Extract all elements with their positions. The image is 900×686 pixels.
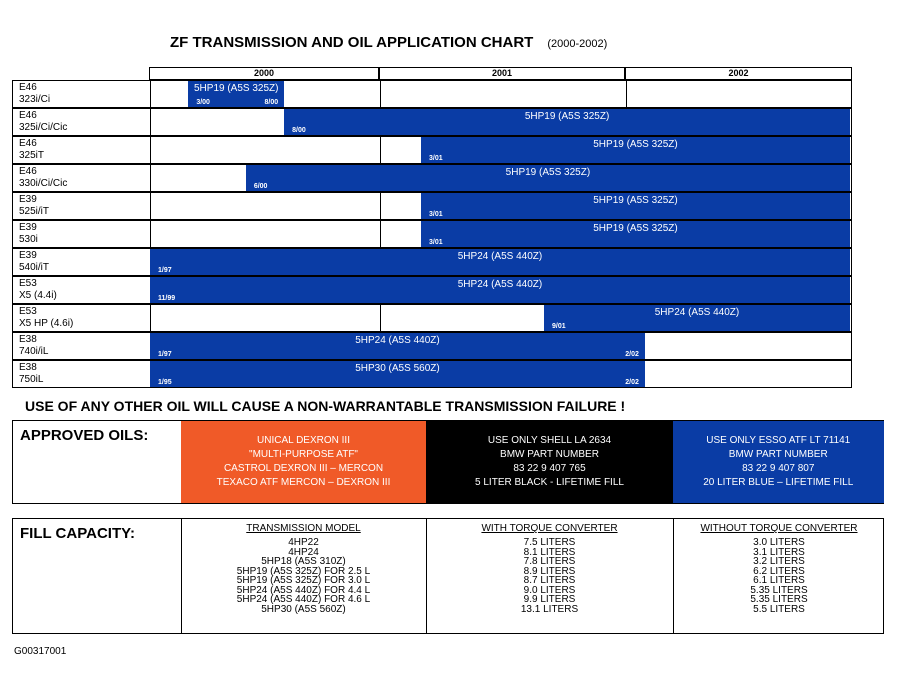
fill-item: 4HP24: [288, 546, 319, 558]
row-label: [19, 278, 57, 302]
fill-item: 9.0 LITERS: [523, 584, 576, 596]
fill-column-header: WITHOUT TORQUE CONVERTER: [700, 523, 858, 534]
fill-item: 8.7 LITERS: [523, 575, 576, 586]
fill-column-header: WITH TORQUE CONVERTER: [481, 523, 618, 534]
fill-item: 9.9 LITERS: [523, 594, 576, 605]
transmission-bar: [421, 137, 850, 163]
chart-row: [12, 108, 852, 136]
start-date: 1/97: [158, 267, 172, 274]
transmission-bar: [150, 277, 850, 303]
oil-line: USE ONLY ESSO ATF LT 71141: [706, 435, 851, 446]
oil-line: "MULTI-PURPOSE ATF": [249, 449, 358, 460]
start-date: 3/00: [196, 99, 210, 106]
oil-line: 83 22 9 407 765: [513, 463, 586, 474]
bar-label: 5HP19 (A5S 325Z): [593, 139, 678, 150]
transmission-bar: [421, 193, 850, 219]
start-date: 1/95: [158, 379, 172, 386]
fill-item: 5HP24 (A5S 440Z) FOR 4.4 L: [236, 584, 371, 596]
fill-column-3: [673, 519, 884, 633]
bar-label: 5HP24 (A5S 440Z): [654, 307, 740, 318]
bar-label: 5HP19 (A5S 325Z): [593, 223, 678, 234]
oil-box-3: [673, 421, 884, 503]
row-variant: 325iT: [19, 150, 45, 161]
row-model: E53: [19, 306, 37, 317]
oil-line: BMW PART NUMBER: [728, 449, 828, 460]
end-date: 2/02: [625, 351, 639, 358]
oil-line: USE ONLY SHELL LA 2634: [487, 435, 612, 446]
row-label: [19, 166, 67, 190]
bar-label: 5HP24 (A5S 440Z): [457, 251, 543, 262]
chart-row: [12, 220, 852, 248]
row-label: [19, 222, 38, 246]
fill-item: 5HP19 (A5S 325Z) FOR 3.0 L: [236, 575, 371, 586]
row-model: E38: [19, 334, 37, 345]
start-date: 3/01: [429, 211, 443, 218]
oil-line: UNICAL DEXRON III: [257, 435, 350, 446]
start-date: 3/01: [429, 239, 443, 246]
chart-row: [12, 192, 852, 220]
row-model: E46: [19, 110, 37, 121]
fill-item: 6.1 LITERS: [753, 575, 805, 586]
oil-line: CASTROL DEXRON III – MERCON: [223, 463, 384, 474]
start-date: 9/01: [552, 323, 566, 330]
bar-label: 5HP19 (A5S 325Z): [505, 167, 591, 178]
row-variant: 525i/iT: [19, 206, 50, 217]
year-header-2002: 2002: [625, 67, 852, 80]
year-divider: [380, 137, 381, 163]
fill-item: 5.35 LITERS: [750, 594, 808, 605]
transmission-bar: [246, 165, 850, 191]
fill-column-items: [182, 538, 425, 614]
chart-row: [12, 136, 852, 164]
bar-label: 5HP30 (A5S 560Z): [355, 363, 440, 374]
transmission-bar: [150, 249, 850, 275]
row-label: [19, 110, 67, 134]
end-date: 2/02: [625, 379, 639, 386]
row-variant: 323i/Ci: [19, 94, 51, 105]
transmission-bar: [150, 333, 645, 359]
start-date: 8/00: [292, 127, 306, 134]
start-date: 3/01: [429, 155, 443, 162]
row-variant: 750iL: [19, 374, 44, 385]
row-variant: 530i: [19, 234, 38, 245]
fill-item: 7.5 LITERS: [523, 537, 576, 548]
fill-item: 13.1 LITERS: [520, 603, 579, 615]
row-model: E46: [19, 82, 37, 93]
year-divider: [380, 81, 381, 107]
row-label: [19, 306, 73, 330]
fill-item: 3.0 LITERS: [753, 537, 805, 548]
row-label: [19, 250, 49, 274]
chart-row: [12, 304, 852, 332]
row-label: [19, 82, 50, 106]
chart-row: [12, 332, 852, 360]
row-model: E46: [19, 138, 37, 149]
fill-column-header: TRANSMISSION MODEL: [246, 523, 361, 534]
oil-line: 20 LITER BLUE – LIFETIME FILL: [703, 477, 854, 488]
row-variant: 540i/iT: [19, 262, 50, 273]
row-variant: X5 HP (4.6i): [19, 318, 74, 329]
fill-item: 8.9 LITERS: [523, 565, 576, 577]
row-model: E39: [19, 250, 37, 261]
row-label: [19, 194, 49, 218]
chart-row: [12, 276, 852, 304]
oil-line: BMW PART NUMBER: [500, 449, 599, 460]
application-chart: [12, 67, 852, 389]
fill-item: 3.2 LITERS: [753, 556, 805, 567]
chart-row: [12, 80, 852, 108]
fill-item: 5.35 LITERS: [750, 584, 808, 596]
fill-item: 5HP30 (A5S 560Z): [261, 603, 346, 615]
row-model: E38: [19, 362, 37, 373]
fill-capacity-panel: [12, 518, 884, 634]
bar-label: 5HP19 (A5S 325Z): [193, 83, 279, 94]
chart-row: [12, 164, 852, 192]
fill-column-1: [181, 519, 425, 633]
row-model: E39: [19, 194, 37, 205]
start-date: 11/99: [158, 295, 176, 302]
fill-capacity-heading: FILL CAPACITY:: [20, 525, 135, 542]
reference-code: G00317001: [14, 646, 67, 657]
row-variant: X5 (4.4i): [19, 290, 57, 301]
fill-item: 5.5 LITERS: [753, 603, 805, 615]
end-date: 8/00: [264, 99, 279, 106]
chart-row: [12, 360, 852, 388]
row-model: E46: [19, 166, 37, 177]
row-label: [19, 362, 43, 386]
year-divider: [380, 305, 381, 331]
bar-label: 5HP19 (A5S 325Z): [593, 195, 678, 206]
row-variant: 740i/iL: [19, 346, 49, 357]
oil-box-2: [426, 421, 673, 503]
oil-line: TEXACO ATF MERCON – DEXRON III: [216, 477, 391, 488]
oil-box-1: [181, 421, 426, 503]
fill-column-items: [427, 538, 672, 614]
year-divider: [380, 193, 381, 219]
year-header-2000: 2000: [149, 67, 379, 80]
transmission-bar: [421, 221, 850, 247]
row-model: E53: [19, 278, 37, 289]
title-text: ZF TRANSMISSION AND OIL APPLICATION CHART: [170, 34, 534, 51]
fill-item: 8.1 LITERS: [523, 546, 576, 558]
year-divider: [626, 81, 627, 107]
row-label: [19, 138, 44, 162]
year-divider: [380, 221, 381, 247]
fill-item: 5HP18 (A5S 310Z): [261, 556, 346, 567]
row-variant: 330i/Ci/Cic: [19, 178, 68, 189]
chart-row: [12, 248, 852, 276]
transmission-bar: [188, 81, 284, 107]
fill-column-items: [674, 538, 884, 614]
transmission-bar: [544, 305, 850, 331]
transmission-bar: [150, 361, 645, 387]
start-date: 6/00: [253, 183, 268, 190]
warning-text: USE OF ANY OTHER OIL WILL CAUSE A NON-WARRANTABLE TRANSMISSION FAILURE !: [25, 398, 626, 414]
bar-label: 5HP19 (A5S 325Z): [524, 111, 610, 122]
fill-column-2: [426, 519, 672, 633]
approved-oils-heading: APPROVED OILS:: [20, 427, 149, 444]
row-variant: 325i/Ci/Cic: [19, 122, 68, 133]
bar-label: 5HP24 (A5S 440Z): [355, 335, 440, 346]
fill-item: 6.2 LITERS: [753, 565, 805, 577]
transmission-bar: [284, 109, 850, 135]
fill-item: 4HP22: [288, 537, 319, 548]
title-range: (2000-2002): [547, 38, 608, 50]
approved-oils-panel: [12, 420, 884, 504]
fill-item: 5HP24 (A5S 440Z) FOR 4.6 L: [236, 594, 371, 605]
row-label: [19, 334, 48, 358]
row-model: E39: [19, 222, 37, 233]
oil-line: 5 LITER BLACK - LIFETIME FILL: [475, 477, 624, 488]
bar-label: 5HP24 (A5S 440Z): [457, 279, 543, 290]
fill-item: 3.1 LITERS: [753, 546, 805, 558]
fill-item: 7.8 LITERS: [523, 556, 576, 567]
page-title: [170, 34, 607, 51]
year-header-2001: 2001: [379, 67, 625, 80]
start-date: 1/97: [158, 351, 172, 358]
oil-line: 83 22 9 407 807: [742, 463, 815, 474]
fill-item: 5HP19 (A5S 325Z) FOR 2.5 L: [236, 565, 371, 577]
